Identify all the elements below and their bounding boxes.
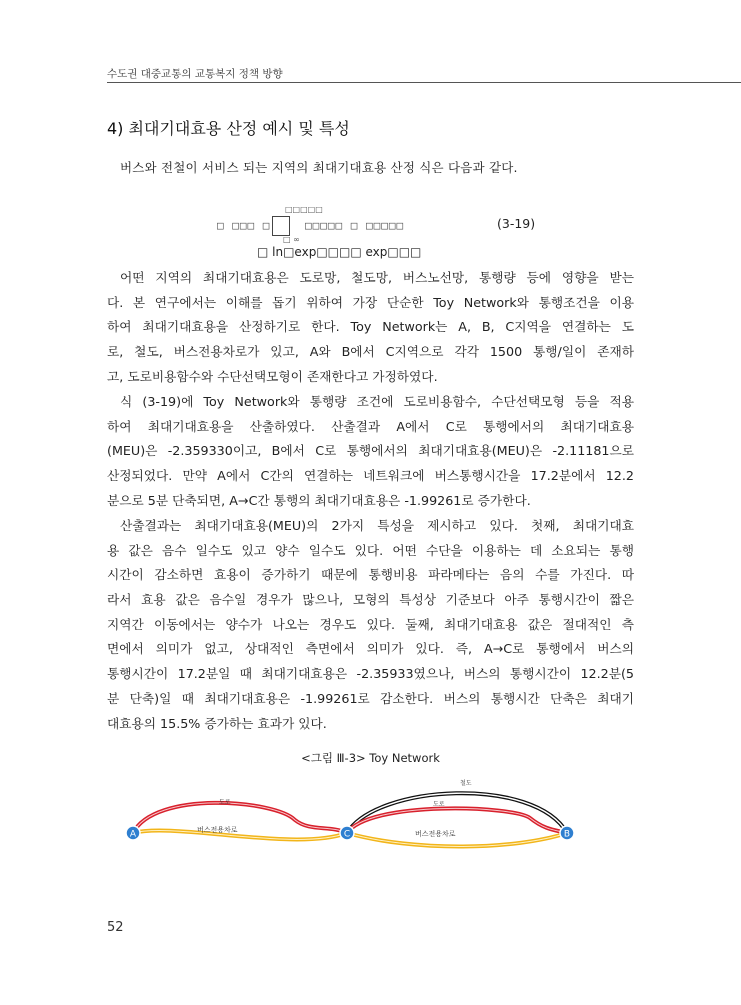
bus-link-cb xyxy=(347,833,567,847)
equation-rhs-glyphs: □□□□□ □ □□□□□ xyxy=(305,219,405,232)
header-rule xyxy=(107,82,741,83)
paragraph-2 xyxy=(107,390,634,513)
equation-line-2: □ ln□exp□□□□ exp□□□ xyxy=(257,245,422,259)
toy-network-diagram xyxy=(115,770,585,865)
text-line: 산정되었다. 만약 A에서 C간의 연결하는 네트워크에 버스통행시간을 17.2분에서 12.2 xyxy=(107,468,634,484)
section-heading: 4) 최대기대효용 산정 예시 및 특성 xyxy=(107,119,350,138)
text-line: 면에서 의미가 없고, 상대적인 측면에서 의미가 있다. 즉, A→C로 통행에서 버스의 xyxy=(107,641,634,657)
paragraph-1 xyxy=(107,266,634,389)
equation-sum-glyph xyxy=(272,216,290,236)
bus-link-ac xyxy=(133,830,347,839)
text-line: 어떤 지역의 최대기대효용은 도로망, 철도망, 버스노선망, 통행량 등에 영향을 받는 xyxy=(120,270,634,285)
text-line: 라서 효용 값은 음수일 경우가 많으나, 모형의 특성상 기준보다 아주 통행시간이 짧은 xyxy=(107,592,634,608)
text-line: 산출결과는 최대기대효용(MEU)의 2가지 특성을 제시하고 있다. 첫째, 최대기대효 xyxy=(120,518,634,533)
label-road-cb: 도로 xyxy=(433,801,445,808)
rail-link-cb xyxy=(347,793,567,833)
label-bus-ac: 버스전용차로 xyxy=(197,826,238,834)
text-line: 시간이 감소하면 효용이 증가하기 때문에 통행비용 파라메타는 음의 수를 가진다. 따 xyxy=(107,567,634,583)
label-rail: 철도 xyxy=(460,780,472,787)
text-line: (MEU)은 -2.359330이고, B에서 C로 통행에서의 최대기대효용(MEU)은 -2.11181으로 xyxy=(107,443,634,459)
text-line: 로, 철도, 버스전용차로가 있고, A와 B에서 C지역으로 각각 1500 통행/일이 존재하 xyxy=(107,344,634,360)
text-line: 분 단축)일 때 최대기대효용은 -1.99261로 감소한다. 버스의 통행시간 단축은 최대기 xyxy=(107,690,634,706)
equation-sum-bottom: □ ∞ xyxy=(283,235,300,244)
text-line: 식 (3-19)에 Toy Network와 통행량 조건에 도로비용함수, 수단선택모형 등을 적용 xyxy=(120,394,634,409)
running-header: 수도권 대중교통의 교통복지 정책 방향 xyxy=(107,68,283,80)
intro-text: 버스와 전철이 서비스 되는 지역의 최대기대효용 산정 식은 다음과 같다. xyxy=(120,160,518,175)
text-line: 통행시간이 17.2분일 때 최대기대효용은 -2.35933였으나, 버스의 통행시간이 12.2분(5 xyxy=(107,666,634,682)
text-line: 고, 도로비용함수와 수단선택모형이 존재한다고 가정하였다. xyxy=(107,368,438,384)
equation-sum-top: □□□□□ xyxy=(285,205,323,214)
label-bus-cb: 버스전용차로 xyxy=(415,830,456,838)
text-line: 다. 본 연구에서는 이해를 돕기 위하여 가장 단순한 Toy Network와 통행조건을 이용 xyxy=(107,294,634,310)
text-line: 하여 최대기대효용을 산출하였다. 산출결과 A에서 C로 통행에서의 최대기대효용 xyxy=(107,418,634,434)
road-link-ac xyxy=(133,803,347,833)
text-line: 하여 최대기대효용을 산정하기로 한다. Toy Network는 A, B, C지역을 연결하는 도 xyxy=(107,319,634,335)
label-road-ac: 도로 xyxy=(219,799,231,806)
node-b-label: B xyxy=(563,829,571,840)
node-c-label: C xyxy=(343,829,351,840)
equation xyxy=(215,203,555,263)
text-line: 분으로 5분 단축되면, A→C간 통행의 최대기대효용은 -1.99261로 증가한다. xyxy=(107,492,531,508)
text-line: 용 값은 음수 일수도 있고 양수 일수도 있다. 어떤 수단을 이용하는 데 소요되는 통행 xyxy=(107,542,634,558)
text-line: 대효용의 15.5% 증가하는 효과가 있다. xyxy=(107,715,327,731)
page-number: 52 xyxy=(107,920,124,935)
paragraph-3 xyxy=(107,514,634,736)
equation-number: (3-19) xyxy=(497,216,536,231)
figure-caption: <그림 Ⅲ-3> Toy Network xyxy=(301,751,440,765)
text-line: 지역간 이동에서는 양수가 나오는 경우도 있다. 둘째, 최대기대효용 값은 절대적인 측 xyxy=(107,616,634,632)
node-a-label: A xyxy=(129,829,137,840)
equation-lhs-glyphs: □ □□□ □ xyxy=(217,219,271,232)
